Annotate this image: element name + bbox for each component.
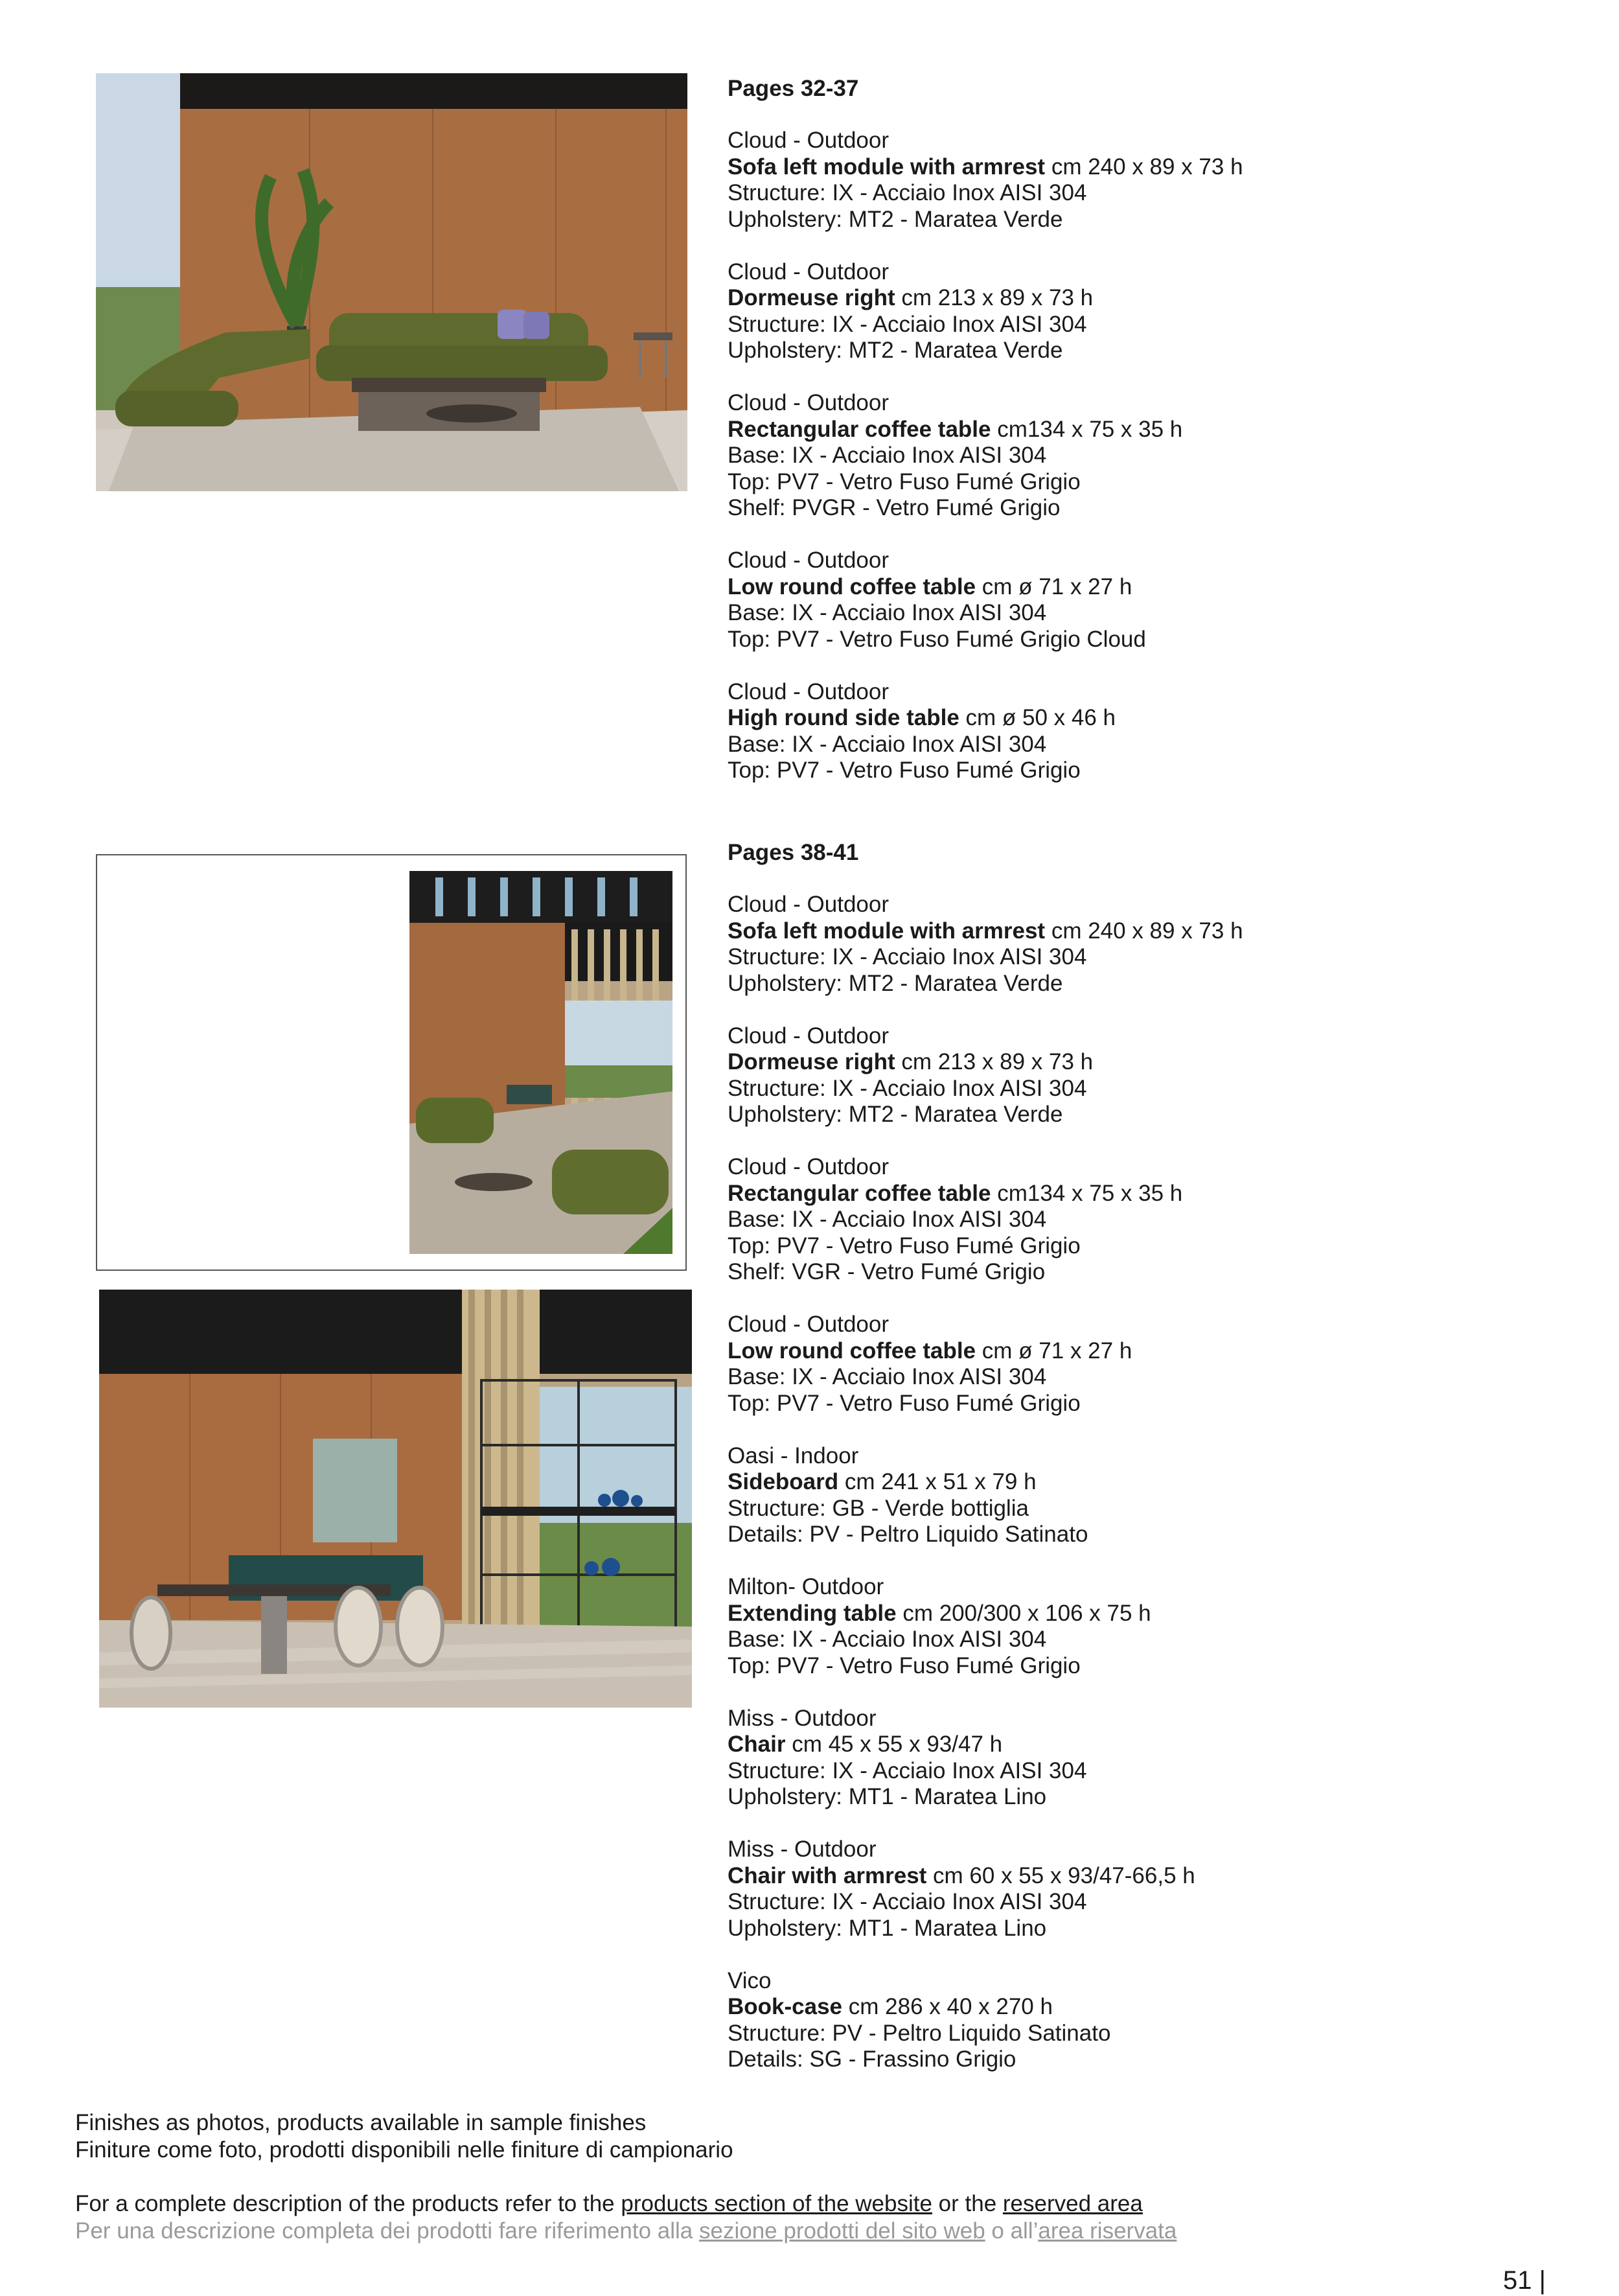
product-detail: Structure: IX - Acciaio Inox AISI 304 (728, 944, 1087, 969)
products-section-link[interactable]: products section of the website (621, 2191, 932, 2216)
product-detail: Top: PV7 - Vetro Fuso Fumé Grigio (728, 758, 1081, 783)
page-number: 51 | (1503, 2266, 1546, 2295)
product-name: Dormeuse right (728, 1049, 895, 1074)
product-detail: Shelf: PVGR - Vetro Fumé Grigio (728, 495, 1061, 520)
product-collection: Vico (728, 1967, 772, 1993)
product-name: Rectangular coffee table (728, 1180, 991, 1206)
product-dimensions: cm 213 x 89 x 73 h (895, 285, 1094, 310)
product-detail: Upholstery: MT2 - Maratea Verde (728, 1102, 1063, 1127)
product-detail: Structure: IX - Acciaio Inox AISI 304 (728, 311, 1087, 337)
reserved-area-link[interactable]: reserved area (1002, 2191, 1143, 2216)
product-detail: Structure: IX - Acciaio Inox AISI 304 (728, 1757, 1087, 1783)
product-detail: Base: IX - Acciaio Inox AISI 304 (728, 600, 1047, 625)
product-entry (728, 1023, 1505, 1128)
product-detail: Base: IX - Acciaio Inox AISI 304 (728, 1364, 1047, 1389)
product-detail: Top: PV7 - Vetro Fuso Fumé Grigio (728, 469, 1081, 494)
product-entry (728, 1837, 1505, 1942)
product-detail: Top: PV7 - Vetro Fuso Fumé Grigio (728, 1233, 1081, 1258)
product-detail: Base: IX - Acciaio Inox AISI 304 (728, 1207, 1047, 1232)
product-detail: Structure: GB - Verde bottiglia (728, 1495, 1029, 1521)
reference-note-en: For a complete description of the products refer to the products section of the website or the reserved area (75, 2191, 1143, 2216)
product-entry (728, 1968, 1505, 2073)
product-collection: Cloud - Outdoor (728, 1023, 890, 1049)
product-name: Chair (728, 1732, 786, 1757)
section-pages-38-41 (728, 840, 1505, 2099)
product-detail: Structure: IX - Acciaio Inox AISI 304 (728, 1075, 1087, 1101)
product-name: Sofa left module with armrest (728, 918, 1046, 944)
product-detail: Structure: IX - Acciaio Inox AISI 304 (728, 1889, 1087, 1914)
reference-note (75, 2190, 1500, 2245)
section-pages-32-37 (728, 76, 1505, 810)
product-entry (728, 1574, 1505, 1679)
finishes-note (75, 2109, 1500, 2164)
product-dimensions: cm 45 x 55 x 93/47 h (785, 1732, 1003, 1757)
product-name: Sideboard (728, 1469, 839, 1494)
product-detail: Base: IX - Acciaio Inox AISI 304 (728, 731, 1047, 757)
product-name: Low round coffee table (728, 1338, 976, 1363)
product-entry (728, 1443, 1505, 1548)
photo-pavilion-outdoor (409, 871, 672, 1254)
product-detail: Details: PV - Peltro Liquido Satinato (728, 1522, 1088, 1547)
product-collection: Cloud - Outdoor (728, 678, 890, 704)
product-dimensions: cm 200/300 x 106 x 75 h (896, 1600, 1151, 1626)
product-entry (728, 679, 1505, 784)
product-entry (728, 128, 1505, 233)
product-detail: Shelf: VGR - Vetro Fumé Grigio (728, 1259, 1046, 1284)
product-detail: Upholstery: MT2 - Maratea Verde (728, 338, 1063, 363)
product-name: Rectangular coffee table (728, 416, 991, 442)
product-collection: Milton- Outdoor (728, 1574, 884, 1599)
product-entry (728, 548, 1505, 653)
product-detail: Details: SG - Frassino Grigio (728, 2047, 1016, 2072)
product-detail: Top: PV7 - Vetro Fuso Fumé Grigio (728, 1390, 1081, 1416)
product-detail: Upholstery: MT1 - Maratea Lino (728, 1915, 1047, 1941)
section-heading: Pages 38-41 (728, 840, 859, 865)
photo-living-room-cloud (96, 73, 687, 491)
finishes-note-en: Finishes as photos, products available in sample finishes (75, 2110, 647, 2135)
product-dimensions: cm 60 x 55 x 93/47-66,5 h (926, 1862, 1195, 1888)
finishes-note-it: Finiture come foto, prodotti disponibili nelle finiture di campionario (75, 2137, 733, 2163)
product-detail: Upholstery: MT1 - Maratea Lino (728, 1784, 1047, 1809)
product-dimensions: cm ø 71 x 27 h (976, 1338, 1132, 1363)
product-name: Extending table (728, 1600, 897, 1626)
product-dimensions: cm ø 71 x 27 h (976, 574, 1132, 599)
product-detail: Base: IX - Acciaio Inox AISI 304 (728, 443, 1047, 468)
product-entry (728, 1706, 1505, 1811)
product-dimensions: cm 213 x 89 x 73 h (895, 1049, 1094, 1074)
product-collection: Oasi - Indoor (728, 1443, 859, 1468)
product-dimensions: cm ø 50 x 46 h (959, 705, 1116, 730)
product-detail: Structure: IX - Acciaio Inox AISI 304 (728, 180, 1087, 205)
product-collection: Cloud - Outdoor (728, 1312, 890, 1337)
product-dimensions: cm 240 x 89 x 73 h (1045, 154, 1243, 180)
product-name: Dormeuse right (728, 285, 895, 310)
product-collection: Cloud - Outdoor (728, 128, 890, 153)
photo-dining-indoor (99, 1290, 692, 1708)
product-detail: Top: PV7 - Vetro Fuso Fumé Grigio (728, 1652, 1081, 1678)
product-entry (728, 390, 1505, 522)
product-dimensions: cm 286 x 40 x 270 h (842, 1994, 1053, 2019)
product-dimensions: cm 241 x 51 x 79 h (838, 1469, 1037, 1494)
product-detail: Upholstery: MT2 - Maratea Verde (728, 970, 1063, 996)
product-entry (728, 259, 1505, 364)
product-collection: Cloud - Outdoor (728, 548, 890, 573)
product-entry (728, 1312, 1505, 1417)
product-dimensions: cm134 x 75 x 35 h (991, 1180, 1183, 1206)
product-dimensions: cm134 x 75 x 35 h (991, 416, 1183, 442)
product-name: Sofa left module with armrest (728, 154, 1046, 180)
product-entry (728, 1154, 1505, 1286)
product-name: Low round coffee table (728, 574, 976, 599)
photo-pavilion-frame (96, 854, 687, 1271)
product-collection: Cloud - Outdoor (728, 259, 890, 284)
product-detail: Structure: PV - Peltro Liquido Satinato (728, 2020, 1111, 2046)
product-collection: Miss - Outdoor (728, 1705, 877, 1731)
section-heading: Pages 32-37 (728, 76, 859, 101)
product-collection: Cloud - Outdoor (728, 390, 890, 415)
product-name: Chair with armrest (728, 1862, 927, 1888)
product-entry (728, 892, 1505, 997)
reference-note-it: Per una descrizione completa dei prodotti fare riferimento alla sezione prodotti del sito web o all’area riservata (75, 2218, 1177, 2244)
area-riservata-link[interactable]: area riservata (1038, 2218, 1177, 2244)
sezione-prodotti-link[interactable]: sezione prodotti del sito web (699, 2218, 985, 2244)
product-name: Book-case (728, 1994, 843, 2019)
product-name: High round side table (728, 705, 959, 730)
product-collection: Cloud - Outdoor (728, 892, 890, 917)
product-detail: Upholstery: MT2 - Maratea Verde (728, 206, 1063, 232)
product-detail: Top: PV7 - Vetro Fuso Fumé Grigio Cloud (728, 626, 1146, 652)
product-dimensions: cm 240 x 89 x 73 h (1045, 918, 1243, 944)
product-detail: Base: IX - Acciaio Inox AISI 304 (728, 1627, 1047, 1652)
product-collection: Miss - Outdoor (728, 1837, 877, 1862)
product-collection: Cloud - Outdoor (728, 1154, 890, 1179)
